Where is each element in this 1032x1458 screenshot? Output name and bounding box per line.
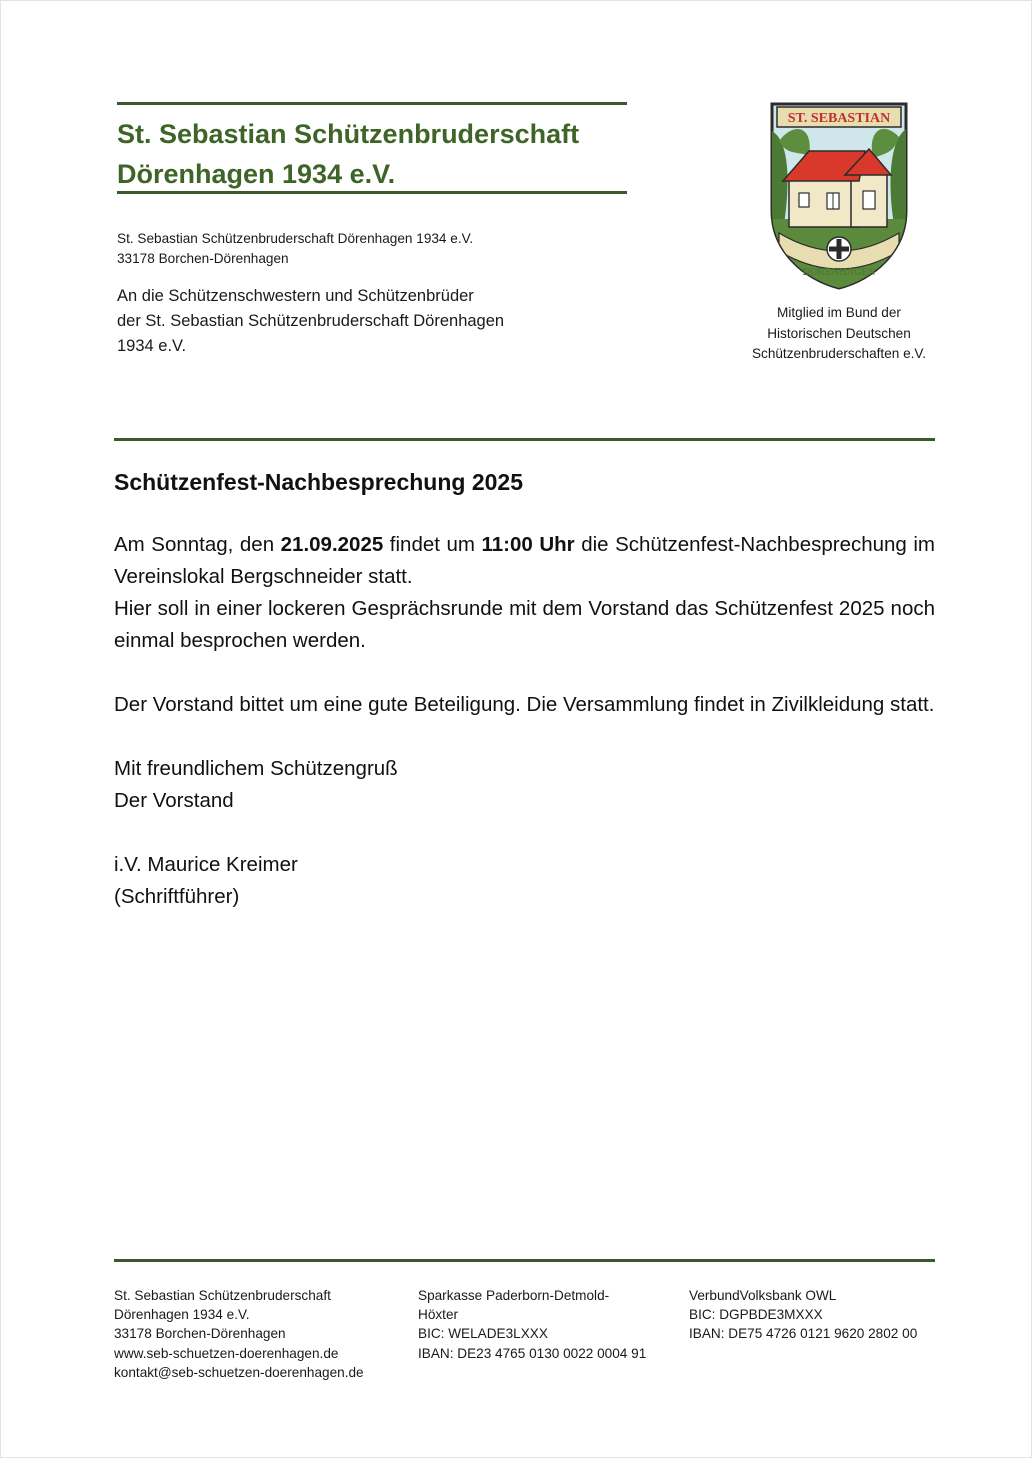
member-line1: Mitglied im Bund der xyxy=(777,305,901,320)
recipient-line2: der St. Sebastian Schützenbruderschaft Dörenhagen xyxy=(117,312,505,330)
signer-role: (Schriftführer) xyxy=(114,885,240,908)
footer-line: Höxter xyxy=(418,1307,459,1323)
footer-divider xyxy=(114,1259,935,1262)
sender-address xyxy=(117,229,473,269)
footer-line: BIC: WELADE3LXXX xyxy=(418,1326,548,1342)
footer-email-link[interactable]: kontakt@seb-schuetzen-doerenhagen.de xyxy=(114,1364,364,1380)
p1-text-a: Am Sonntag, den xyxy=(114,533,281,556)
footer-line: IBAN: DE23 4765 0130 0022 0004 91 xyxy=(418,1345,647,1361)
club-title-line2: Dörenhagen 1934 e.V. xyxy=(117,159,396,189)
footer-line: St. Sebastian Schützenbruderschaft xyxy=(114,1288,331,1303)
member-line3: Schützenbruderschaften e.V. xyxy=(751,346,927,361)
recipient-address xyxy=(117,284,567,359)
footer-line: Sparkasse Paderborn-Detmold- xyxy=(418,1288,610,1303)
p1-text-c: die Schützenfest-Nachbesprechung im Vereinslokal Bergschneider statt. xyxy=(114,533,935,588)
membership-note xyxy=(729,303,949,365)
footer-website-link[interactable]: www.seb-schuetzen-doerenhagen.de xyxy=(114,1345,339,1361)
footer-address xyxy=(114,1286,404,1382)
recipient-line3: 1934 e.V. xyxy=(117,337,187,355)
footer-bank-sparkasse xyxy=(418,1286,668,1363)
closing-line2: Der Vorstand xyxy=(114,789,234,812)
letter-body xyxy=(114,529,935,913)
club-title xyxy=(117,114,647,194)
header-divider xyxy=(114,438,935,441)
member-line2: Historischen Deutschen xyxy=(767,325,911,341)
crest-ribbon-text: DÖRENHAGEN xyxy=(802,267,876,278)
p1-text-b: findet um xyxy=(383,533,482,556)
footer-line: 33178 Borchen-Dörenhagen xyxy=(114,1326,286,1342)
sender-line2: 33178 Borchen-Dörenhagen xyxy=(117,251,289,266)
club-crest-logo xyxy=(769,101,909,291)
footer-line: Dörenhagen 1934 e.V. xyxy=(114,1307,250,1323)
meeting-date: 21.09.2025 xyxy=(280,533,384,556)
crest-banner-text: ST. SEBASTIAN xyxy=(787,111,891,126)
footer-bank-volksbank xyxy=(689,1286,949,1344)
title-rule-top xyxy=(117,102,627,105)
meeting-time: 11:00 Uhr xyxy=(481,533,575,556)
sender-line1: St. Sebastian Schützenbruderschaft Dörenhagen 1934 e.V. xyxy=(117,231,474,246)
paragraph-1 xyxy=(114,529,935,593)
closing-line1: Mit freundlichem Schützengruß xyxy=(114,757,398,780)
paragraph-2: Hier soll in einer lockeren Gesprächsrunde mit dem Vorstand das Schützenfest 2025 noch einmal besprochen werden. xyxy=(114,597,935,652)
paragraph-3: Der Vorstand bittet um eine gute Beteiligung. Die Versammlung findet in Zivilkleidung statt. xyxy=(114,693,935,716)
recipient-line1: An die Schützenschwestern und Schützenbrüder xyxy=(117,287,474,305)
footer-line: BIC: DGPBDE3MXXX xyxy=(689,1307,823,1323)
footer-line: IBAN: DE75 4726 0121 9620 2802 00 xyxy=(689,1326,918,1342)
letter-subject: Schützenfest-Nachbesprechung 2025 xyxy=(114,469,524,495)
club-title-line1: St. Sebastian Schützenbruderschaft xyxy=(117,119,580,149)
footer-line: VerbundVolksbank OWL xyxy=(689,1288,837,1303)
signer-name: i.V. Maurice Kreimer xyxy=(114,853,298,876)
title-rule-bottom xyxy=(117,191,627,194)
